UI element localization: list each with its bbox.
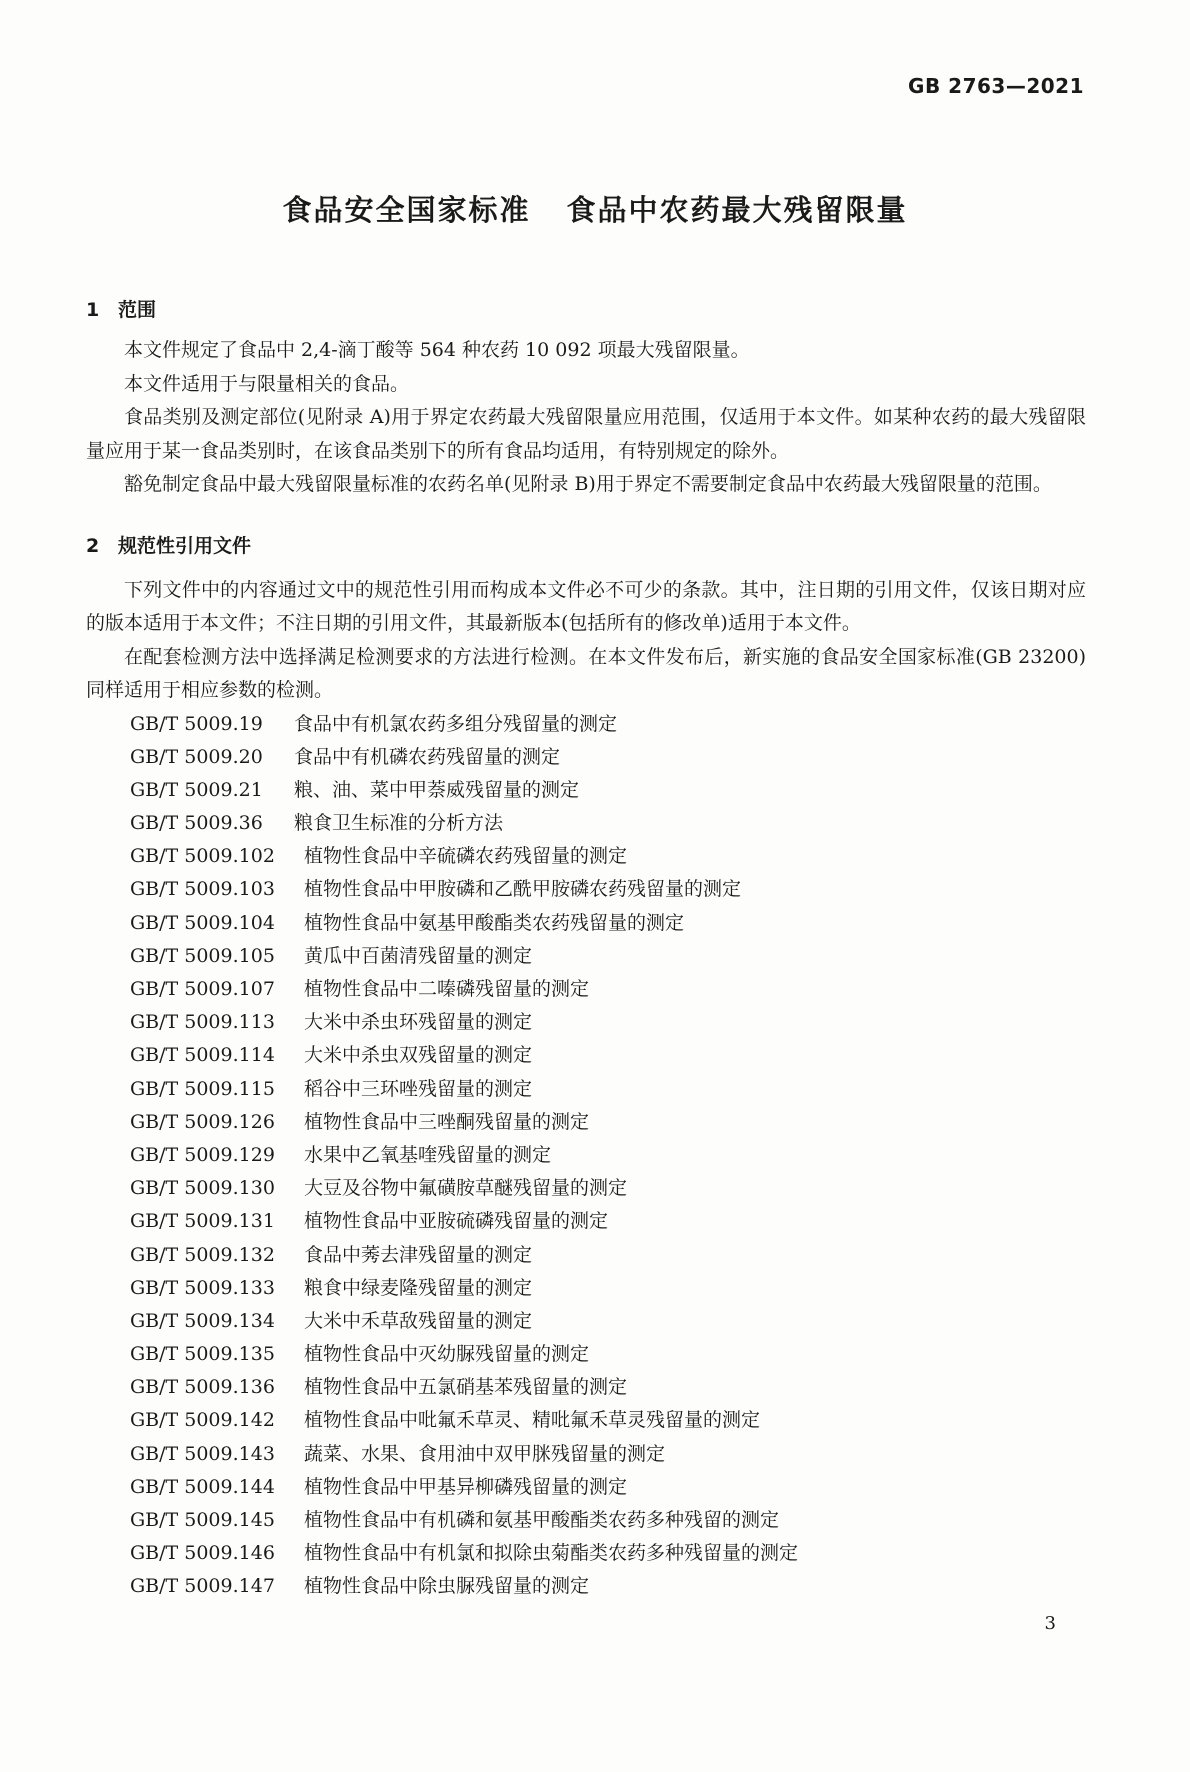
reference-code: GB/T 5009.129	[130, 1143, 275, 1166]
reference-code: GB/T 5009.19	[130, 712, 263, 735]
reference-code: GB/T 5009.145	[130, 1509, 275, 1531]
reference-code: GB/T 5009.36	[130, 812, 263, 835]
reference-code: GB/T 5009.102	[130, 845, 275, 868]
reference-code: GB/T 5009.135	[130, 1343, 275, 1366]
reference-item	[130, 1239, 1086, 1272]
reference-item	[130, 973, 1086, 1006]
scope-paragraph-1: 本文件规定了食品中 2,4-滴丁酸等 564 种农药 10 092 项最大残留限量。	[124, 339, 750, 361]
reference-code: GB/T 5009.103	[130, 878, 275, 901]
reference-code: GB/T 5009.104	[130, 911, 275, 934]
reference-title: 植物性食品中有机磷和氨基甲酸酯类农药多种残留的测定	[304, 1509, 780, 1531]
scope-paragraph-3: 食品类别及测定部位(见附录 A)用于界定农药最大残留限量应用范围，仅适用于本文件。如某种农药的最大残留限量应用于某一食品类别时，在该食品类别下的所有食品均适用，有特别规定的除外。	[86, 406, 1086, 462]
title-part-2: 食品中农药最大残留限量	[566, 193, 908, 227]
reference-item	[130, 1106, 1086, 1139]
section-heading-references	[86, 526, 1086, 566]
reference-item	[130, 807, 1086, 840]
reference-code: GB/T 5009.144	[130, 1475, 275, 1498]
section-number: 2	[86, 534, 100, 557]
document-body	[86, 290, 1086, 1604]
reference-code: GB/T 5009.21	[130, 778, 263, 801]
reference-code: GB/T 5009.131	[130, 1210, 275, 1233]
reference-code: GB/T 5009.114	[130, 1044, 275, 1067]
reference-title: 蔬菜、水果、食用油中双甲脒残留量的测定	[304, 1442, 666, 1465]
reference-title: 植物性食品中吡氟禾草灵、精吡氟禾草灵残留量的测定	[304, 1409, 761, 1432]
reference-item	[130, 1570, 1086, 1603]
section-title: 范围	[118, 299, 157, 321]
reference-item	[130, 741, 1086, 774]
reference-code: GB/T 5009.136	[130, 1376, 275, 1399]
section-normative-references	[86, 526, 1086, 1604]
reference-code: GB/T 5009.132	[130, 1243, 275, 1266]
section-number: 1	[86, 299, 100, 321]
reference-code: GB/T 5009.133	[130, 1276, 275, 1299]
document-title	[0, 188, 1190, 229]
reference-item	[130, 1438, 1086, 1471]
standard-code: GB 2763—2021	[908, 74, 1084, 98]
reference-item	[130, 1139, 1086, 1172]
reference-item	[130, 1305, 1086, 1338]
reference-title: 植物性食品中除虫脲残留量的测定	[304, 1575, 590, 1598]
reference-item	[130, 1272, 1086, 1305]
reference-code: GB/T 5009.143	[130, 1442, 275, 1465]
reference-title: 食品中有机氯农药多组分残留量的测定	[294, 712, 618, 735]
reference-item	[130, 840, 1086, 873]
reference-title: 粮食卫生标准的分析方法	[294, 812, 504, 835]
reference-item	[130, 708, 1086, 741]
section-title: 规范性引用文件	[118, 534, 252, 557]
reference-item	[130, 1371, 1086, 1404]
reference-title: 植物性食品中二嗪磷残留量的测定	[304, 978, 590, 1000]
reference-item	[130, 873, 1086, 906]
reference-title: 大米中杀虫双残留量的测定	[304, 1044, 533, 1067]
references-paragraph-1: 下列文件中的内容通过文中的规范性引用而构成本文件必不可少的条款。其中，注日期的引用文件，仅该日期对应的版本适用于本文件；不注日期的引用文件，其最新版本(包括所有的修改单)适用于本文件。	[86, 578, 1086, 634]
reference-item	[130, 1205, 1086, 1238]
reference-title: 植物性食品中五氯硝基苯残留量的测定	[304, 1376, 628, 1399]
section-heading-scope	[86, 290, 1086, 330]
reference-title: 植物性食品中三唑酮残留量的测定	[304, 1110, 590, 1133]
reference-item	[130, 907, 1086, 940]
scope-paragraph-2: 本文件适用于与限量相关的食品。	[124, 372, 410, 395]
reference-code: GB/T 5009.134	[130, 1309, 275, 1332]
reference-item	[130, 1471, 1086, 1504]
reference-code: GB/T 5009.115	[130, 1077, 275, 1100]
reference-item	[130, 1172, 1086, 1205]
reference-code: GB/T 5009.147	[130, 1575, 275, 1598]
reference-title: 大豆及谷物中氟磺胺草醚残留量的测定	[304, 1177, 628, 1200]
scope-paragraph-4: 豁免制定食品中最大残留限量标准的农药名单(见附录 B)用于界定不需要制定食品中农药最大残留限量的范围。	[124, 473, 1052, 495]
reference-item	[130, 1338, 1086, 1371]
reference-code: GB/T 5009.105	[130, 944, 275, 967]
reference-list	[86, 708, 1086, 1604]
reference-item	[130, 1404, 1086, 1437]
reference-code: GB/T 5009.130	[130, 1177, 275, 1200]
reference-item	[130, 1537, 1086, 1570]
reference-title: 植物性食品中甲基异柳磷残留量的测定	[304, 1475, 628, 1498]
page-number: 3	[1044, 1613, 1056, 1634]
reference-title: 水果中乙氧基喹残留量的测定	[304, 1143, 552, 1166]
reference-item	[130, 1039, 1086, 1072]
reference-title: 食品中有机磷农药残留量的测定	[294, 745, 561, 768]
title-part-1: 食品安全国家标准	[282, 193, 531, 227]
reference-title: 植物性食品中灭幼脲残留量的测定	[304, 1343, 590, 1366]
reference-code: GB/T 5009.113	[130, 1011, 275, 1034]
reference-title: 黄瓜中百菌清残留量的测定	[304, 944, 533, 967]
reference-title: 食品中莠去津残留量的测定	[304, 1243, 533, 1266]
reference-title: 大米中杀虫环残留量的测定	[304, 1011, 533, 1034]
reference-code: GB/T 5009.107	[130, 978, 275, 1000]
reference-title: 大米中禾草敌残留量的测定	[304, 1309, 533, 1332]
reference-item	[130, 1073, 1086, 1106]
reference-title: 植物性食品中亚胺硫磷残留量的测定	[304, 1210, 609, 1233]
reference-item	[130, 774, 1086, 807]
reference-title: 粮、油、菜中甲萘威残留量的测定	[294, 778, 580, 801]
reference-code: GB/T 5009.142	[130, 1409, 275, 1432]
reference-title: 植物性食品中氨基甲酸酯类农药残留量的测定	[304, 911, 685, 934]
reference-title: 粮食中绿麦隆残留量的测定	[304, 1276, 533, 1299]
reference-title: 植物性食品中有机氯和拟除虫菊酯类农药多种残留量的测定	[304, 1542, 799, 1565]
reference-code: GB/T 5009.126	[130, 1110, 275, 1133]
reference-title: 植物性食品中甲胺磷和乙酰甲胺磷农药残留量的测定	[304, 878, 742, 901]
reference-title: 稻谷中三环唑残留量的测定	[304, 1077, 533, 1100]
references-paragraph-2: 在配套检测方法中选择满足检测要求的方法进行检测。在本文件发布后，新实施的食品安全国家标准(GB 23200)同样适用于相应参数的检测。	[86, 645, 1086, 701]
reference-code: GB/T 5009.146	[130, 1542, 275, 1565]
reference-code: GB/T 5009.20	[130, 745, 263, 768]
section-scope	[86, 290, 1086, 502]
reference-item	[130, 1006, 1086, 1039]
reference-item	[130, 940, 1086, 973]
reference-title: 植物性食品中辛硫磷农药残留量的测定	[304, 845, 628, 868]
reference-item	[130, 1504, 1086, 1537]
